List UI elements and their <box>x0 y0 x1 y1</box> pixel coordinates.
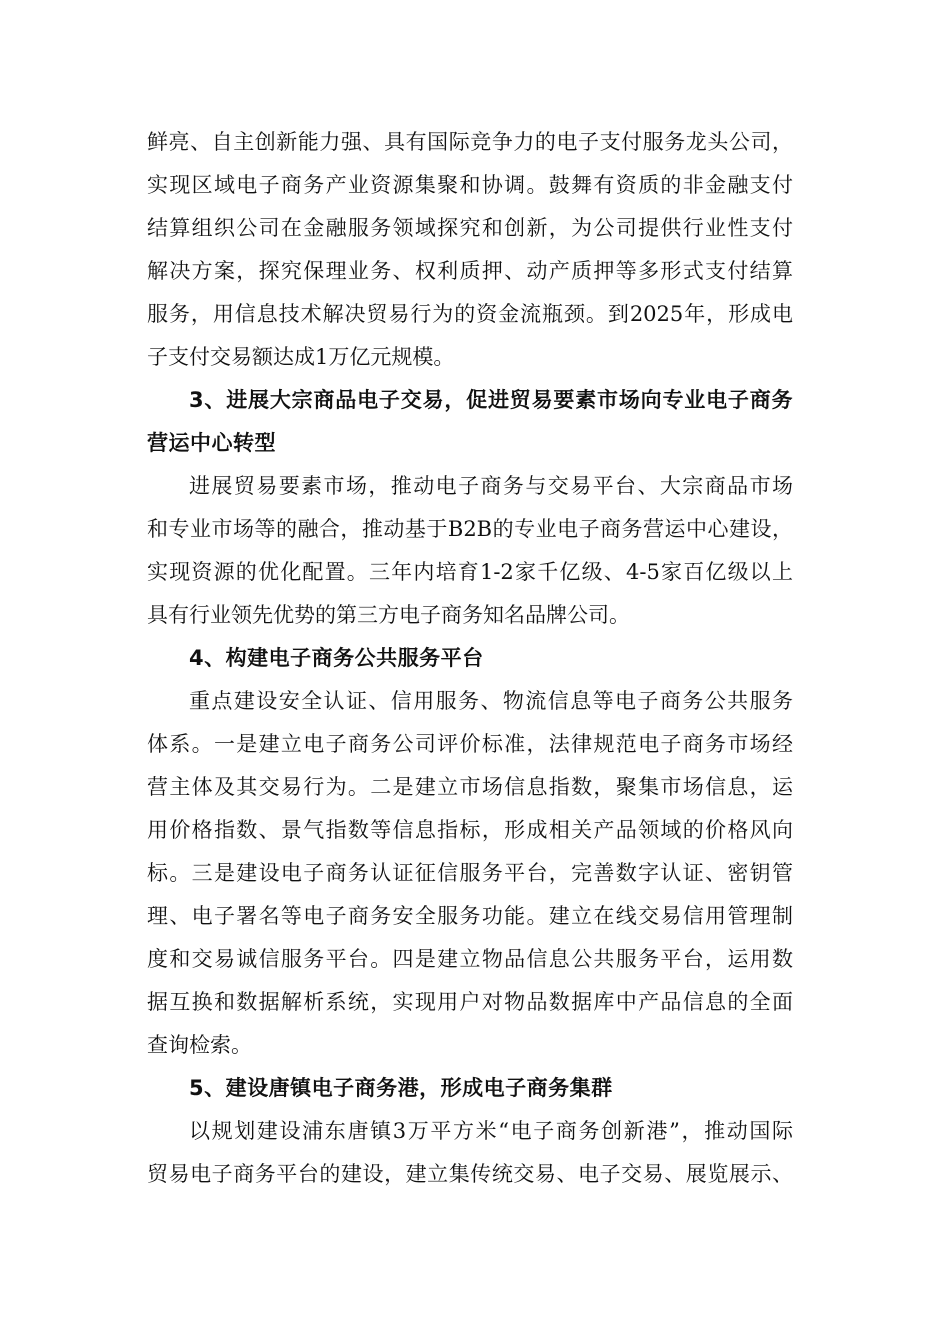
text-line: 据互换和数据解析系统，实现用户对物品数据库中产品信息的全面 <box>147 990 793 1014</box>
text-line: 贸易电子商务平台的建设，建立集传统交易、电子交易、展览展示、 <box>147 1162 793 1186</box>
text-line: 用价格指数、景气指数等信息指标，形成相关产品领域的价格风向 <box>147 818 793 842</box>
text-line: 结算组织公司在金融服务领域探究和创新，为公司提供行业性支付 <box>147 216 793 240</box>
text-line: 标。三是建设电子商务认证征信服务平台，完善数字认证、密钥管 <box>147 861 793 885</box>
section-heading: 3、进展大宗商品电子交易，促进贸易要素市场向专业电子商务 <box>189 388 793 412</box>
text-line: 实现资源的优化配置。三年内培育1-2家千亿级、4-5家百亿级以上 <box>147 560 793 584</box>
text-line: 进展贸易要素市场，推动电子商务与交易平台、大宗商品市场 <box>189 474 793 498</box>
text-line: 以规划建设浦东唐镇3万平方米“电子商务创新港”，推动国际 <box>189 1119 793 1143</box>
text-line: 查询检索。 <box>147 1033 252 1057</box>
text-line: 具有行业领先优势的第三方电子商务知名品牌公司。 <box>147 603 630 627</box>
section-heading: 4、构建电子商务公共服务平台 <box>189 646 484 670</box>
text-line: 理、电子署名等电子商务安全服务功能。建立在线交易信用管理制 <box>147 904 793 928</box>
text-line: 实现区域电子商务产业资源集聚和协调。鼓舞有资质的非金融支付 <box>147 173 793 197</box>
text-line: 子支付交易额达成1万亿元规模。 <box>147 345 455 369</box>
text-line: 体系。一是建立电子商务公司评价标准，法律规范电子商务市场经 <box>147 732 793 756</box>
text-line: 解决方案，探究保理业务、权利质押、动产质押等多形式支付结算 <box>147 259 793 283</box>
section-heading: 5、建设唐镇电子商务港，形成电子商务集群 <box>189 1076 613 1100</box>
text-line: 营主体及其交易行为。二是建立市场信息指数，聚集市场信息，运 <box>147 775 793 799</box>
text-line: 和专业市场等的融合，推动基于B2B的专业电子商务营运中心建设， <box>147 517 793 541</box>
section-heading: 营运中心转型 <box>147 431 276 455</box>
text-line: 重点建设安全认证、信用服务、物流信息等电子商务公共服务 <box>189 689 793 713</box>
text-line: 鲜亮、自主创新能力强、具有国际竞争力的电子支付服务龙头公司， <box>147 130 793 154</box>
text-line: 度和交易诚信服务平台。四是建立物品信息公共服务平台，运用数 <box>147 947 793 971</box>
text-line: 服务，用信息技术解决贸易行为的资金流瓶颈。到2025年，形成电 <box>147 302 793 326</box>
